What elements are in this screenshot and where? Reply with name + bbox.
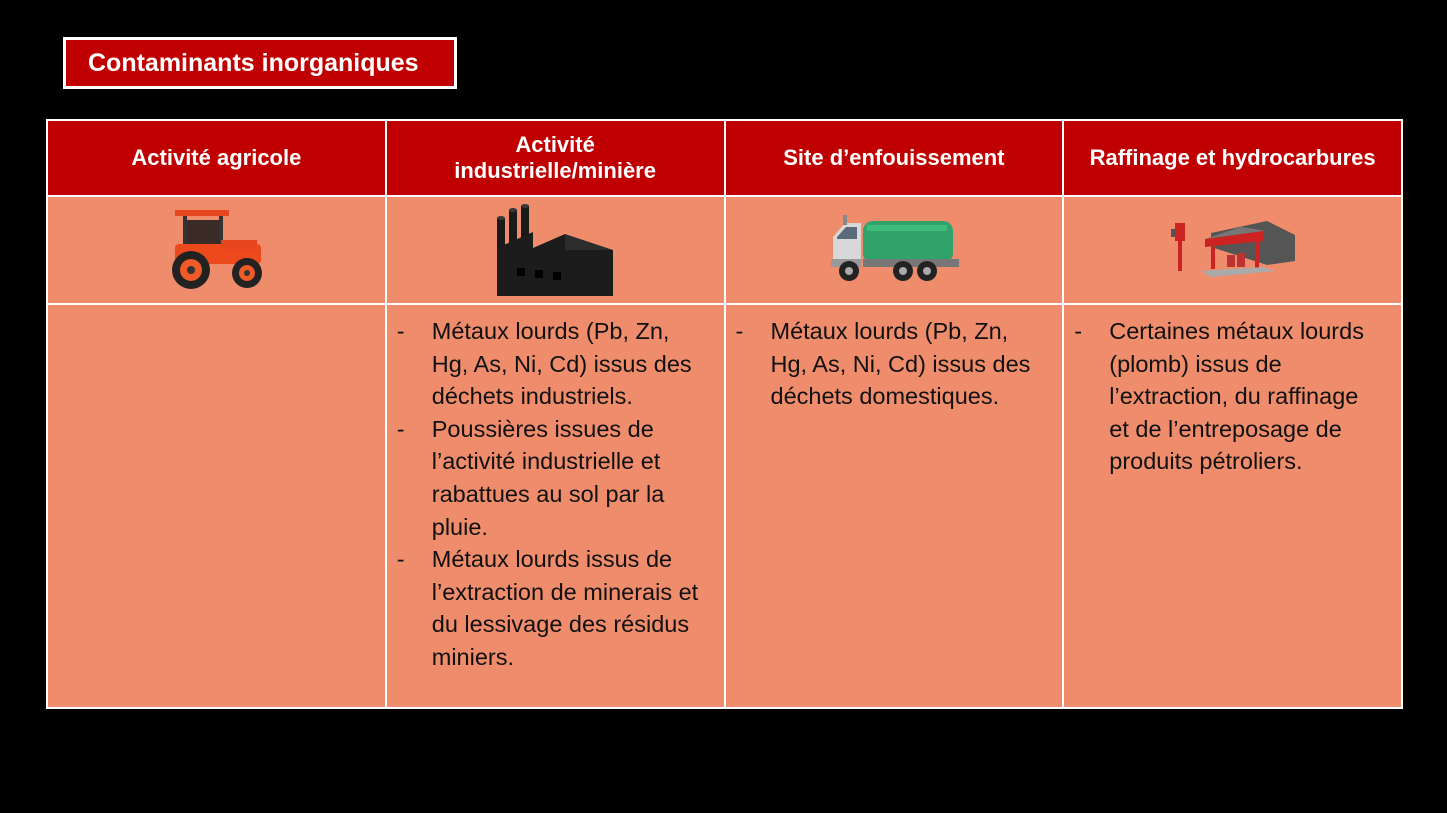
list-item — [397, 543, 704, 673]
bullet-text: Métaux lourds (Pb, Zn, Hg, As, Ni, Cd) issus des déchets industriels. — [431, 318, 692, 410]
bullet-dash: - — [735, 318, 744, 344]
content-cell-raffinage — [1063, 304, 1402, 708]
icon-cell-agricole — [47, 196, 386, 304]
header-enfouissement — [725, 120, 1064, 196]
factory-icon — [495, 204, 615, 296]
header-line: Activité — [515, 131, 595, 157]
gas-station-icon — [1171, 221, 1295, 279]
content-cell-enfouissement — [725, 304, 1064, 708]
icon-cell-raffinage — [1063, 196, 1402, 304]
bullet-text: Certaines métaux lourds (plomb) issus de l’extraction, du raffinage et de l’entreposage de produits pétroliers. — [1109, 318, 1364, 475]
slide-title: Contaminants inorganiques — [63, 37, 457, 89]
header-line: Raffinage et hydrocarbures — [1089, 144, 1376, 170]
header-agricole — [47, 120, 386, 196]
bullet-text: Métaux lourds (Pb, Zn, Hg, As, Ni, Cd) issus des déchets domestiques. — [770, 318, 1031, 410]
header-industrielle — [386, 120, 725, 196]
list-item — [736, 315, 1043, 413]
header-raffinage — [1063, 120, 1402, 196]
icon-row — [47, 196, 1402, 304]
list-item — [1074, 315, 1381, 478]
bullet-list — [726, 305, 1063, 413]
content-cell-agricole — [47, 304, 386, 708]
list-item — [397, 315, 704, 413]
contaminants-table — [46, 119, 1403, 709]
header-row — [47, 120, 1402, 196]
content-row — [47, 304, 1402, 708]
bullet-dash: - — [1074, 318, 1083, 344]
bullet-dash: - — [396, 546, 405, 573]
bullet-list — [1064, 305, 1401, 478]
bullet-dash: - — [396, 318, 405, 344]
header-line: industrielle/minière — [454, 158, 656, 183]
bullet-dash: - — [396, 415, 405, 442]
header-line: Activité agricole — [131, 144, 302, 170]
bullet-text: Poussières issues de l’activité industrielle et rabattues au sol par la pluie. — [431, 415, 665, 540]
icon-cell-enfouissement — [725, 196, 1064, 304]
bullet-text: Métaux lourds issus de l’extraction de minerais et du lessivage des résidus miniers. — [431, 546, 699, 670]
bullet-list — [48, 305, 385, 315]
content-cell-industrielle — [386, 304, 725, 708]
tractor-icon — [161, 210, 271, 290]
garbage-truck-icon — [829, 215, 959, 285]
icon-cell-industrielle — [386, 196, 725, 304]
header-line: Site d’enfouissement — [783, 144, 1005, 170]
bullet-list — [387, 305, 724, 674]
list-item — [397, 413, 704, 543]
